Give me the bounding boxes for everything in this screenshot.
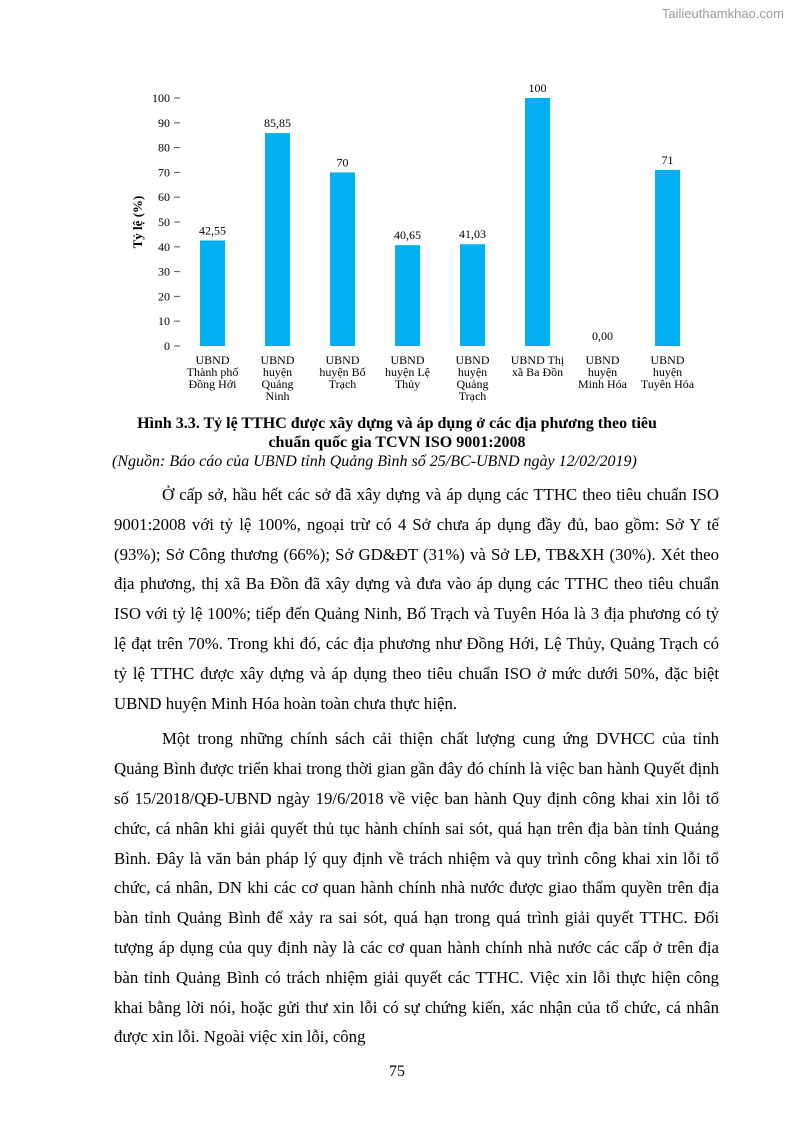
category-label: xã Ba Đồn [511, 365, 564, 379]
category-label: huyện Bố [319, 365, 366, 379]
data-label: 41,03 [459, 227, 486, 242]
bar [265, 133, 290, 346]
y-tick-label: 50 [158, 215, 170, 229]
category-label: UBND [195, 353, 230, 367]
bar [525, 98, 550, 346]
category-labels [187, 353, 695, 403]
data-label: 42,55 [199, 223, 226, 238]
caption-line-2: chuẩn quốc gia TCVN ISO 9001:2008 [268, 434, 526, 451]
category-label: huyện Lệ [385, 365, 430, 379]
data-label: 40,65 [394, 228, 421, 243]
figure-caption [100, 414, 694, 452]
category-label: huyện [587, 365, 618, 379]
category-label: Thành phố [186, 365, 239, 379]
category-label: huyện [652, 365, 683, 379]
category-label: Quảng [261, 377, 294, 391]
category-label: UBND [390, 353, 425, 367]
y-tick-label: 40 [158, 239, 170, 254]
category-label: huyện [457, 365, 488, 379]
category-label: Trạch [458, 389, 487, 403]
caption-line-1: Hình 3.3. Tỷ lệ TTHC được xây dựng và áp dụng ở các địa phương theo tiêu [137, 415, 657, 432]
y-tick-label: 20 [158, 289, 170, 304]
bar [395, 245, 420, 346]
category-label: huyện [262, 365, 293, 379]
bar [460, 244, 485, 346]
paragraph: Ở cấp sở, hầu hết các sở đã xây dựng và áp dụng các TTHC theo tiêu chuẩn ISO 9001:2008 với tỷ lệ 100%, ngoại trừ có 4 Sở chưa áp dụng đầy đủ, bao gồm: Sở Y tế (93%); Sở Công thương (66%); Sở GD&ĐT (31%) và Sở LĐ, TB&XH (30%). Xét theo địa phương, thị xã Ba Đồn đã xây dựng và đưa vào áp dụng các TTHC theo tiêu chuẩn ISO với tỷ lệ 100%; tiếp đến Quảng Ninh, Bố Trạch và Tuyên Hóa là 3 địa phương có tỷ lệ đạt trên 70%. Trong khi đó, các địa phương như Đồng Hới, Lệ Thủy, Quảng Trạch có tỷ lệ TTHC được xây dựng và áp dụng theo tiêu chuẩn ISO ở mức dưới 50%, đặc biệt UBND huyện Minh Hóa hoàn toàn chưa thực hiện. [114, 485, 719, 713]
category-label: Quảng [456, 377, 489, 391]
category-label: UBND [650, 353, 685, 367]
y-tick-label: 30 [158, 264, 170, 279]
page-number: 75 [389, 1063, 405, 1080]
figure-source: (Nguồn: Báo cáo của UBND tỉnh Quảng Bình số 25/BC-UBND ngày 12/02/2019) [112, 453, 637, 470]
category-label: UBND Thị [510, 353, 565, 367]
y-tick-label: 80 [158, 140, 170, 155]
bar [330, 172, 355, 346]
bar [200, 240, 225, 346]
data-label: 85,85 [264, 116, 291, 131]
paragraph: Một trong những chính sách cải thiện chất lượng cung ứng DVHCC của tỉnh Quảng Bình được triển khai trong thời gian gần đây đó chính là việc ban hành Quyết định số 15/2018/QĐ-UBND ngày 19/6/2018 về việc ban hành Quy định công khai xin lỗi tổ chức, cá nhân khi giải quyết thủ tục hành chính sai sót, quá hạn trên địa bàn tỉnh Quảng Bình. Đây là văn bản pháp lý quy định về trách nhiệm và quy trình công khai xin lỗi tổ chức, cá nhân, DN khi các cơ quan hành chính nhà nước được giao thẩm quyền trên địa bàn tỉnh Quảng Bình để xảy ra sai sót, quá hạn trong quá trình giải quyết TTHC. Đối tượng áp dụng của quy định này là các cơ quan hành chính nhà nước các cấp ở trên địa bàn tỉnh Quảng Bình có trách nhiệm giải quyết các TTHC. Việc xin lỗi thực hiện công khai bằng lời nói, hoặc gửi thư xin lỗi có sự chứng kiến, xác nhận của tổ chức, cá nhân được xin lỗi. Ngoài việc xin lỗi, công [114, 729, 719, 1047]
data-label: 100 [528, 81, 547, 95]
y-tick-label: 70 [158, 165, 170, 180]
y-tick-label: 60 [158, 190, 170, 205]
body-text [114, 480, 719, 1058]
category-label: Trạch [328, 377, 357, 391]
data-label: 0,00 [592, 329, 613, 343]
y-tick-label: 10 [158, 314, 170, 329]
category-label: UBND [585, 353, 620, 367]
category-label: Thủy [394, 377, 421, 391]
category-label: Đồng Hới [188, 377, 237, 391]
bar-series [200, 98, 680, 346]
data-label: 70 [336, 155, 349, 170]
category-label: UBND [325, 353, 360, 367]
bar-chart [120, 72, 720, 412]
y-axis [152, 91, 180, 353]
category-label: UBND [455, 353, 490, 367]
y-tick-label: 90 [158, 115, 170, 130]
watermark: Tailieuthamkhao.com [661, 6, 784, 21]
category-label: Tuyên Hóa [640, 377, 695, 391]
y-tick-label: 100 [152, 91, 170, 105]
category-label: Minh Hóa [578, 377, 627, 391]
y-tick-label: 0 [164, 339, 170, 353]
category-label: Ninh [265, 389, 290, 403]
category-label: UBND [260, 353, 295, 367]
data-label: 71 [661, 152, 674, 167]
bar [655, 170, 680, 346]
y-axis-label: Tỷ lệ (%) [130, 195, 145, 249]
